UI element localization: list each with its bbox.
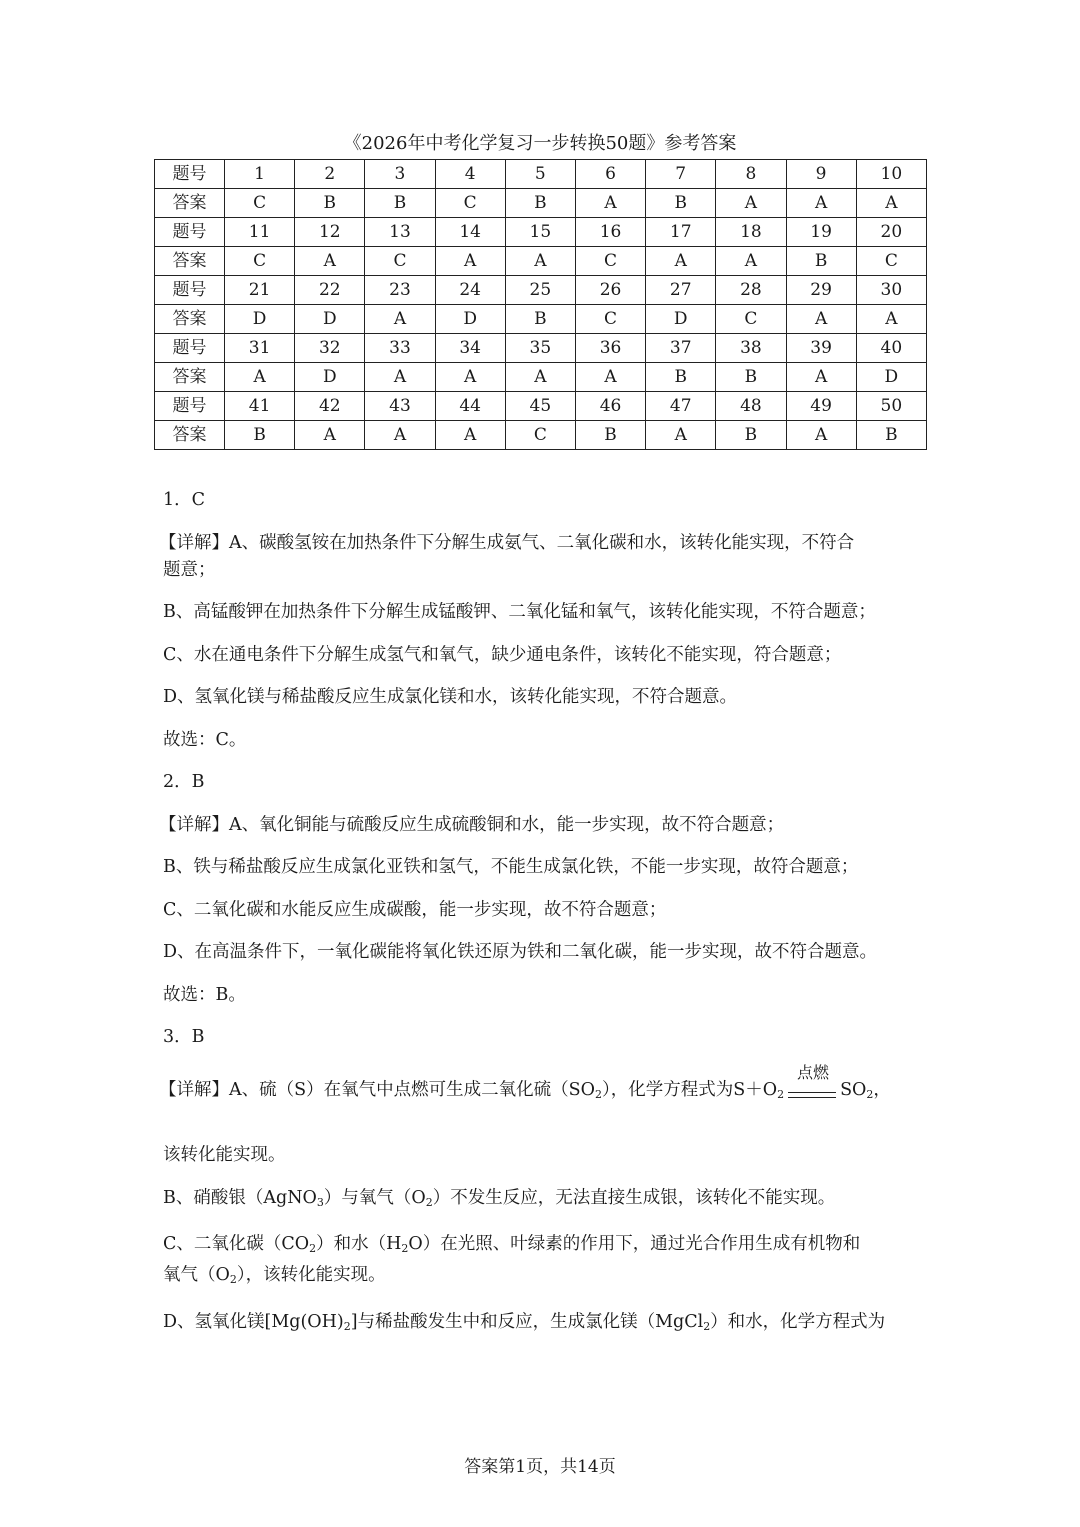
question-number-cell: 14 [435, 218, 505, 247]
row-header: 答案 [155, 421, 225, 450]
q3-option-d: D、氢氧化镁$[Mg(OH)_2]$与稀盐酸发生中和反应，生成氯化镁（MgCl$_2$）和水，化学方程式为 [163, 1311, 886, 1333]
q1-option-a: 【详解】A、碳酸氢铵在加热条件下分解生成氨气、二氧化碳和水，该转化能实现，不符合 [159, 532, 855, 553]
row-header: 题号 [155, 334, 225, 363]
question-number-cell: 16 [575, 218, 645, 247]
row-header: 答案 [155, 363, 225, 392]
answer-cell: D [646, 305, 716, 334]
question-number-cell: 20 [856, 218, 926, 247]
q3-option-a: 【详解】A、硫（S）在氧气中点燃可生成二氧化硫$(SO_2)$，化学方程式为$S+O_2$ 点燃 $SO_2$， [159, 1077, 923, 1108]
q3-option-c-cont: 氧气$(O_2)$，该转化能实现。 [163, 1265, 386, 1286]
question-number-cell: 12 [295, 218, 365, 247]
answer-cell: D [225, 305, 295, 334]
answer-cell: B [505, 305, 575, 334]
question-number-row [155, 276, 927, 305]
question-number-cell: 5 [505, 160, 575, 189]
question-number-cell: 34 [435, 334, 505, 363]
answer-cell: C [225, 247, 295, 276]
row-header: 题号 [155, 160, 225, 189]
answer-cell: A [716, 247, 786, 276]
answer-cell: C [575, 247, 645, 276]
row-header: 题号 [155, 218, 225, 247]
q1-option-c: C、水在通电条件下分解生成氢气和氧气，缺少通电条件，该转化不能实现，符合题意； [163, 644, 842, 665]
answer-cell: C [716, 305, 786, 334]
answer-cell: C [225, 189, 295, 218]
answer-cell: D [856, 363, 926, 392]
page-title: 《2026年中考化学复习一步转换50题》参考答案 [343, 133, 737, 154]
answer-cell: A [716, 189, 786, 218]
question-number-cell: 25 [505, 276, 575, 305]
answer-cell: A [365, 305, 435, 334]
answer-cell: C [435, 189, 505, 218]
question-number-cell: 49 [786, 392, 856, 421]
answer-cell: A [646, 247, 716, 276]
question-number-cell: 32 [295, 334, 365, 363]
question-number-cell: 40 [856, 334, 926, 363]
question-number-cell: 19 [786, 218, 856, 247]
question-number-row [155, 392, 927, 421]
question-number-cell: 2 [295, 160, 365, 189]
question-number-cell: 44 [435, 392, 505, 421]
page-footer: 答案第1页，共14页 [464, 1457, 616, 1477]
q1-heading: 1．C [163, 490, 206, 510]
question-number-cell: 18 [716, 218, 786, 247]
question-number-cell: 36 [575, 334, 645, 363]
q1-choice: 故选：C。 [163, 729, 247, 750]
question-number-cell: 22 [295, 276, 365, 305]
row-header: 题号 [155, 276, 225, 305]
question-number-cell: 30 [856, 276, 926, 305]
question-number-cell: 31 [225, 334, 295, 363]
question-number-cell: 50 [856, 392, 926, 421]
answer-cell: B [295, 189, 365, 218]
row-header: 答案 [155, 305, 225, 334]
answer-cell: D [435, 305, 505, 334]
question-number-cell: 48 [716, 392, 786, 421]
question-number-cell: 35 [505, 334, 575, 363]
answer-row [155, 189, 927, 218]
question-number-cell: 24 [435, 276, 505, 305]
question-number-cell: 26 [575, 276, 645, 305]
question-number-cell: 28 [716, 276, 786, 305]
answer-row [155, 247, 927, 276]
question-number-cell: 11 [225, 218, 295, 247]
q3-heading: 3．B [163, 1027, 205, 1047]
question-number-cell: 27 [646, 276, 716, 305]
answer-row [155, 363, 927, 392]
q3-option-c: C、二氧化碳$(CO_2)$和水$(H_2O)$在光照、叶绿素的作用下，通过光合作用生成有机物和 [163, 1234, 861, 1255]
answer-cell: B [505, 189, 575, 218]
answer-row [155, 421, 927, 450]
row-header: 题号 [155, 392, 225, 421]
question-number-cell: 4 [435, 160, 505, 189]
answer-cell: A [435, 363, 505, 392]
q2-option-b: B、铁与稀盐酸反应生成氯化亚铁和氢气，不能生成氯化铁，不能一步实现，故符合题意； [163, 857, 859, 877]
answer-cell: D [295, 305, 365, 334]
question-number-row [155, 160, 927, 189]
question-number-cell: 10 [856, 160, 926, 189]
answer-cell: A [365, 363, 435, 392]
answer-cell: B [365, 189, 435, 218]
answer-cell: A [225, 363, 295, 392]
question-number-cell: 8 [716, 160, 786, 189]
question-number-cell: 23 [365, 276, 435, 305]
q2-choice: 故选：B。 [163, 984, 246, 1005]
q1-option-d: D、氢氧化镁与稀盐酸反应生成氯化镁和水，该转化能实现，不符合题意。 [163, 687, 738, 707]
answer-cell: B [716, 421, 786, 450]
question-number-cell: 6 [575, 160, 645, 189]
question-number-cell: 41 [225, 392, 295, 421]
q3-option-b: B、硝酸银（AgNO$_3$）与氧气$(O_2)$不发生反应，无法直接生成银，该转化不能实现。 [163, 1187, 836, 1209]
answer-cell: A [786, 363, 856, 392]
question-number-cell: 3 [365, 160, 435, 189]
answer-cell: A [786, 305, 856, 334]
answer-cell: D [295, 363, 365, 392]
question-number-cell: 1 [225, 160, 295, 189]
question-number-cell: 33 [365, 334, 435, 363]
q1-option-b: B、高锰酸钾在加热条件下分解生成锰酸钾、二氧化锰和氧气，该转化能实现，不符合题意； [163, 602, 876, 622]
explanations [159, 487, 923, 1355]
answer-cell: B [646, 189, 716, 218]
answer-cell: A [435, 247, 505, 276]
question-number-cell: 7 [646, 160, 716, 189]
q1-option-a-cont: 题意； [163, 559, 216, 580]
row-header: 答案 [155, 189, 225, 218]
answer-cell: A [646, 421, 716, 450]
answer-cell: A [575, 189, 645, 218]
question-number-row [155, 218, 927, 247]
answer-cell: B [856, 421, 926, 450]
question-number-cell: 38 [716, 334, 786, 363]
answer-row [155, 305, 927, 334]
answer-cell: B [575, 421, 645, 450]
question-number-cell: 15 [505, 218, 575, 247]
answer-cell: B [786, 247, 856, 276]
question-number-cell: 13 [365, 218, 435, 247]
q2-option-d: D、在高温条件下，一氧化碳能将氧化铁还原为铁和二氧化碳，能一步实现，故不符合题意。 [163, 942, 878, 962]
answer-cell: A [786, 189, 856, 218]
answer-cell: A [295, 421, 365, 450]
question-number-cell: 39 [786, 334, 856, 363]
answer-cell: A [856, 305, 926, 334]
question-number-cell: 17 [646, 218, 716, 247]
answer-cell: A [505, 247, 575, 276]
answer-cell: C [365, 247, 435, 276]
answer-cell: C [856, 247, 926, 276]
q2-option-c: C、二氧化碳和水能反应生成碳酸，能一步实现，故不符合题意； [163, 899, 667, 920]
answer-cell: A [365, 421, 435, 450]
answer-cell: C [505, 421, 575, 450]
answer-cell: A [786, 421, 856, 450]
q3-option-a-cont: 该转化能实现。 [163, 1145, 286, 1165]
question-number-cell: 21 [225, 276, 295, 305]
question-number-cell: 47 [646, 392, 716, 421]
answer-cell: B [646, 363, 716, 392]
question-number-cell: 29 [786, 276, 856, 305]
question-number-cell: 42 [295, 392, 365, 421]
answer-cell: A [575, 363, 645, 392]
answer-cell: A [295, 247, 365, 276]
answer-cell: A [505, 363, 575, 392]
answer-cell: B [716, 363, 786, 392]
reaction-condition: 点燃 [784, 1081, 840, 1108]
answer-cell: A [435, 421, 505, 450]
answer-cell: C [575, 305, 645, 334]
answer-table [154, 159, 927, 450]
question-number-cell: 43 [365, 392, 435, 421]
answer-cell: B [225, 421, 295, 450]
row-header: 答案 [155, 247, 225, 276]
question-number-cell: 46 [575, 392, 645, 421]
q2-option-a: 【详解】A、氧化铜能与硫酸反应生成硫酸铜和水，能一步实现，故不符合题意； [159, 814, 785, 835]
answer-cell: A [856, 189, 926, 218]
question-number-cell: 37 [646, 334, 716, 363]
q2-heading: 2．B [163, 772, 205, 792]
question-number-cell: 9 [786, 160, 856, 189]
question-number-cell: 45 [505, 392, 575, 421]
question-number-row [155, 334, 927, 363]
